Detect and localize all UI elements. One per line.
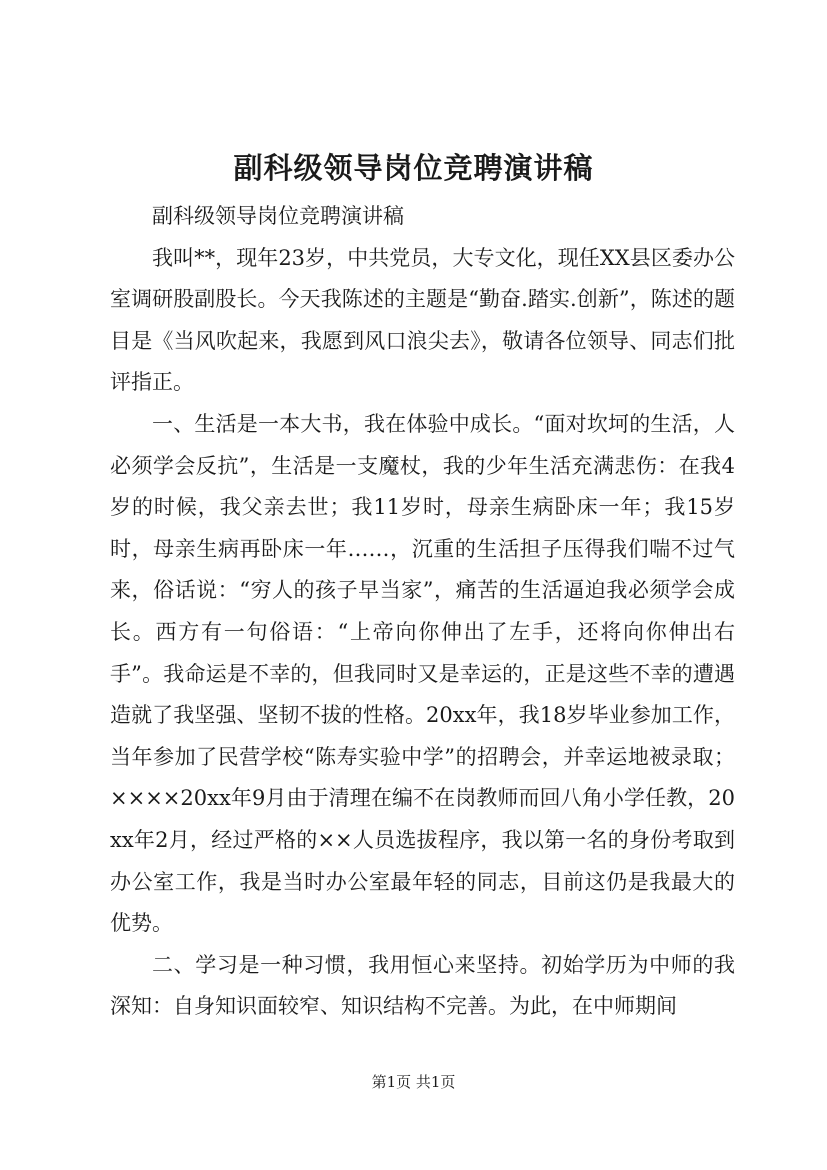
document-title: 副科级领导岗位竞聘演讲稿	[233, 151, 594, 185]
document-body	[110, 196, 735, 1028]
page-footer: 第1页 共1页	[371, 1073, 456, 1091]
subtitle-paragraph: 副科级领导岗位竞聘演讲稿	[152, 204, 404, 228]
section-one-paragraph: 一、生活是一本大书，我在体验中成长。“面对坎坷的生活，人必须学会反抗”，生活是一支魔杖，我的少年生活充满悲伤：在我4岁的时候，我父亲去世；我11岁时，母亲生病卧床一年；我15岁时，母亲生病再卧床一年……，沉重的生活担子压得我们喘不过气来，俗话说：“穷人的孩子早当家”，痛苦的生活逼迫我必须学会成长。西方有一句俗语：“上帝向你伸出了左手，还将向你伸出右手”。我命运是不幸的，但我同时又是幸运的，正是这些不幸的遭遇造就了我坚强、坚韧不拔的性格。20xx年，我18岁毕业参加工作，当年参加了民营学校“陈寿实验中学”的招聘会，并幸运地被录取；××××20xx年9月由于清理在编不在岗教师而回八角小学任教，20xx年2月，经过严格的××人员选拔程序，我以第一名的身份考取到办公室工作，我是当时办公室最年轻的同志，目前这仍是我最大的优势。	[110, 411, 735, 936]
section-two-paragraph: 二、学习是一种习惯，我用恒心来坚持。初始学历为中师的我深知：自身知识面较窄、知识结构不完善。为此，在中师期间	[110, 952, 735, 1019]
intro-paragraph: 我叫**，现年23岁，中共党员，大专文化，现任XX县区委办公室调研股副股长。今天我陈述的主题是“勤奋.踏实.创新”，陈述的题目是《当风吹起来，我愿到风口浪尖去》，敬请各位领导、同志们批评指正。	[110, 245, 735, 395]
